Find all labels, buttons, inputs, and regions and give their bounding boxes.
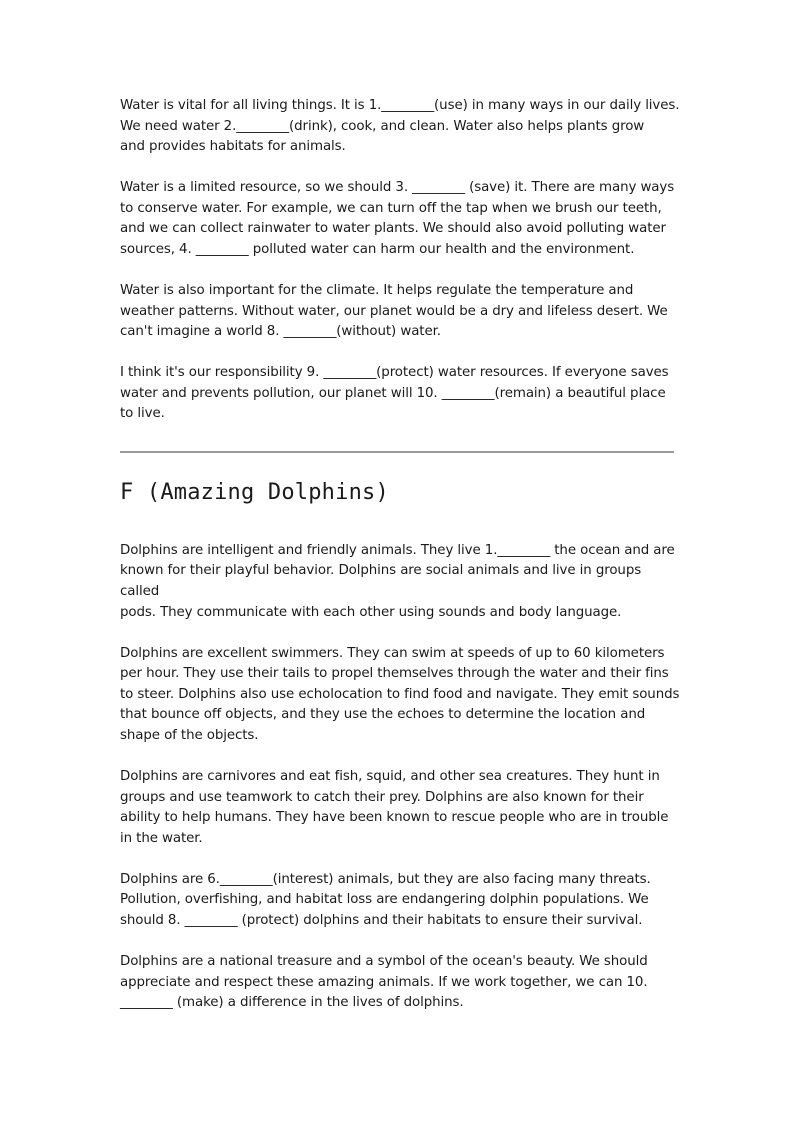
section-divider	[120, 451, 674, 453]
water-paragraph-4: I think it's our responsibility 9. ________(protect) water resources. If everyone saves water and prevents pollution, our planet will 10. ________(remain) a beautiful place to live.	[120, 365, 669, 422]
document-page	[120, 96, 680, 1034]
dolphins-paragraph-2: Dolphins are excellent swimmers. They can swim at speeds of up to 60 kilometers per hour. They use their tails to propel themselves through the water and their fins to steer. Dolphins also use echolocation to find food and navigate. They emit sounds that bounce off objects, and they use the echoes to determine the location and shape of the objects.	[120, 645, 680, 744]
section-heading: F (Amazing Dolphins)	[120, 479, 389, 505]
dolphins-paragraph-5: Dolphins are a national treasure and a symbol of the ocean's beauty. We should appreciate and respect these amazing animals. If we work together, we can 10. ________ (make) a difference in the lives of dolphins.	[120, 953, 648, 1011]
dolphins-paragraph-4: Dolphins are 6.________(interest) animals, but they are also facing many threats. Pollution, overfishing, and habitat loss are endangering dolphin populations. We should 8. ________ (protect) dolphins and their habitats to ensure their survival.	[120, 871, 651, 928]
section-dolphins	[120, 479, 680, 1014]
dolphins-paragraph-1: Dolphins are intelligent and friendly animals. They live 1.________ the ocean and are known for their playful behavior. Dolphins are social animals and live in groups called pods. They communicate with each other using sounds and body language.	[120, 542, 675, 620]
dolphins-paragraph-3: Dolphins are carnivores and eat fish, squid, and other sea creatures. They hunt in groups and use teamwork to catch their prey. Dolphins are also known for their ability to help humans. They have been known to rescue people who are in trouble in the water.	[120, 769, 669, 846]
water-paragraph-1: Water is vital for all living things. It is 1.________(use) in many ways in our daily lives. We need water 2.________(drink), cook, and clean. Water also helps plants grow and provides habitats for animals.	[120, 98, 680, 155]
water-paragraph-3: Water is also important for the climate. It helps regulate the temperature and weather patterns. Without water, our planet would be a dry and lifeless desert. We can't imagine a world 8. ________(without) water.	[120, 282, 668, 340]
section-water	[120, 96, 680, 425]
water-paragraph-2: Water is a limited resource, so we should 3. ________ (save) it. There are many ways to conserve water. For example, we can turn off the tap when we brush our teeth, and we can collect rainwater to water plants. We should also avoid polluting water sources, 4. ________ polluted water can harm our health and the environment.	[120, 180, 675, 257]
